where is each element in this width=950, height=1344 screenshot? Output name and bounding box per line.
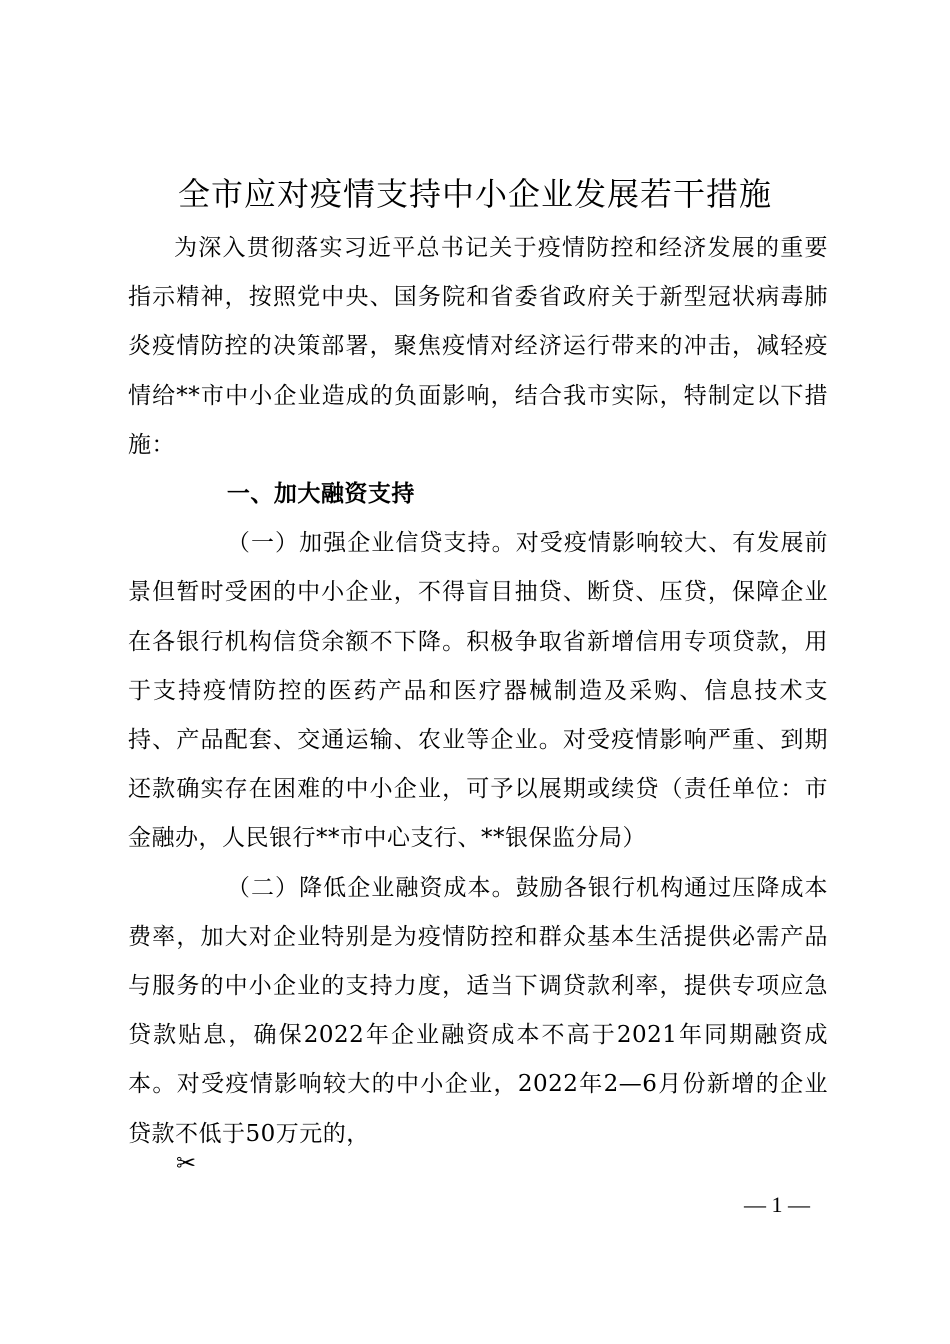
item-paragraph-2 <box>128 864 828 1159</box>
intro-paragraph: 为深入贯彻落实习近平总书记关于疫情防控和经济发展的重要指示精神，按照党中央、国务院和省委省政府关于新型冠状病毒肺炎疫情防控的决策部署，聚焦疫情对经济运行带来的冲击，减轻疫情给**市中小企业造成的负面影响，结合我市实际，特制定以下措施： <box>128 235 828 458</box>
item-heading-1: （一）加强企业信贷支持。 <box>226 530 516 557</box>
section-heading-1: 一、加大融资支持 <box>226 481 415 508</box>
document-title: 全市应对疫情支持中小企业发展若干措施 <box>177 175 772 213</box>
item-heading-2: （二）降低企业融资成本。 <box>226 874 516 901</box>
item-paragraph-1 <box>128 519 828 863</box>
scissors-icon: ✂ <box>176 1149 197 1177</box>
item-text-2: 鼓励各银行机构通过压降成本费率，加大对企业特别是为疫情防控和群众基本生活提供必需产品与服务的中小企业的支持力度，适当下调贷款利率，提供专项应急贷款贴息，确保2022年企业融资成本不高于2021年同期融资成本。对受疫情影响较大的中小企业，2022年2—6月份新增的企业贷款不低于50万元的， <box>128 874 829 1147</box>
page-number: — 1 — <box>744 1192 810 1217</box>
item-text-1: 对受疫情影响较大、有发展前景但暂时受困的中小企业，不得盲目抽贷、断贷、压贷，保障企业在各银行机构信贷余额不下降。积极争取省新增信用专项贷款，用于支持疫情防控的医药产品和医疗器械制造及采购、信息技术支持、产品配套、交通运输、农业等企业。对受疫情影响严重、到期还款确实存在困难的中小企业，可予以展期或续贷（责任单位：市金融办，人民银行**市中心支行、**银保监分局） <box>128 530 829 852</box>
document-body <box>128 224 828 1159</box>
